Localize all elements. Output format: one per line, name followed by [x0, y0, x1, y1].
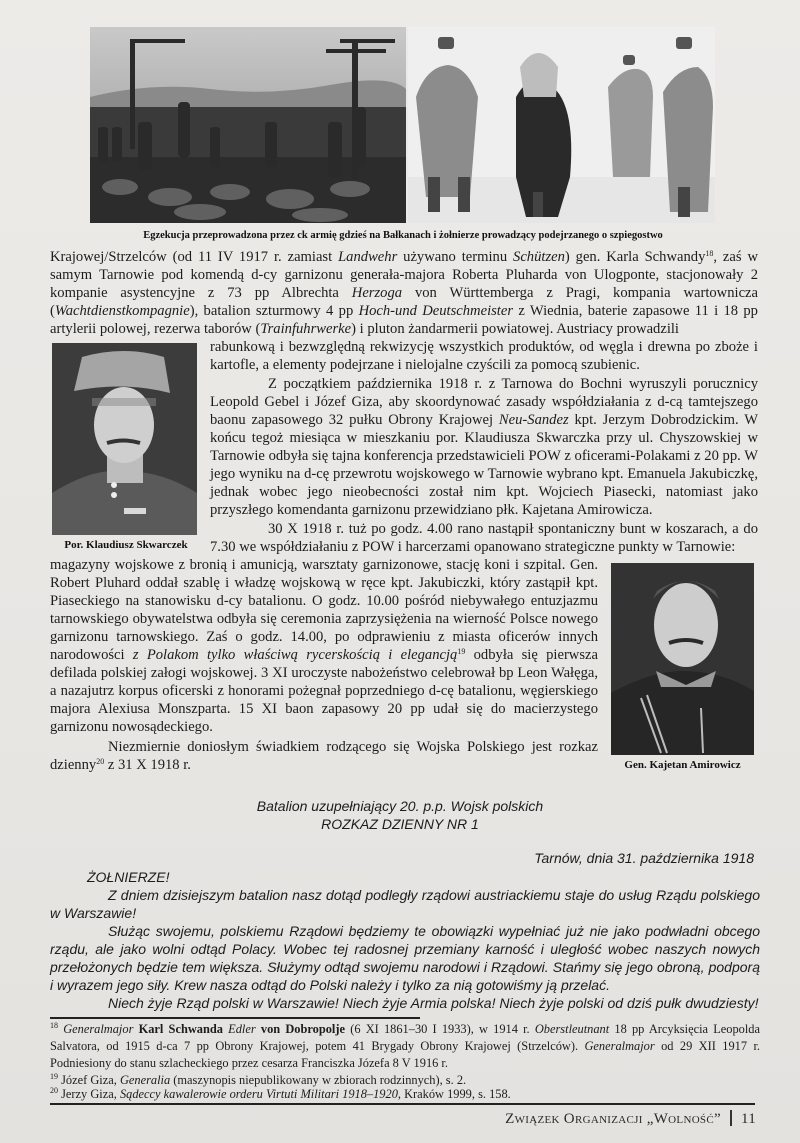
footnote-19: $^{19}$ Józef Giza, Generalia (maszynopis niepublikowany w zbiorach rodzinnych), s. 2. — [50, 1072, 467, 1087]
body-paragraph-1-continued: rabunkową i bezwzględną rekwizycję wszystkich produktów, od węgla i drewna po zboże i kartofle, a elementy podejrzane i nielojalne czyścili za pomocą szubienic. — [210, 339, 758, 373]
order-paragraph-3: Niech żyje Rząd polski w Warszawie! Niech żyje Armia polska! Niech żyje polski od dziś pułk dwudziesty! — [108, 995, 759, 1011]
body-paragraph-3-continued: magazyny wojskowe z bronią i amunicją, warsztaty garnizonowe, stację koni i szpital. Gen. Robert Pluhard oddał szablę i władzę wojskową w ręce kpt. Jakubiczki, który zastąpił kpt. Piaseckiego na stanowisku d-cy batalionu. O godz. 10.00 pośród niebywałego entuzjazmu tarnowskiego obywatelstwa odbyła się ceremonia zaprzysiężenia na wierność Polsce nowego garnizonu tarnowskiego. Zaś o godz. 14.00, po odprawieniu z miasta oficerów innych narodowości z Polakom tylko właściwą rycerskością i elegancją$^{19}$ odbyła się pierwsza defilada polskiej załogi wojskowej. 3 XI uroczyste nabożeństwo celebrował bp Leon Wałęga, a nazajutrz korpus oficerski z honorami pożegnał poprzedniego d-cę batalionu, węgierskiego majora Alexiusa Monszparta. 15 XI baon zapasowy 20 pp udał się do macierzystego garnizonu nowosądeckiego. — [50, 557, 598, 735]
body-paragraph-1: Krajowej/Strzelców (od 11 IV 1917 r. zamiast Landwehr używano terminu Schützen) gen. Karla Schwandy$^{18}$, zaś w samym Tarnowie pod komendą d-cy garnizonu generała-majora Roberta Pluharda von Ulogponte, stacjonowały 2 kompanie asystencyjne z 73 pp Albrechta Herzoga von Württemberga z Pragi, kompania wartownicza (Wachtdienstkompagnie), batalion szturmowy 4 pp Hoch-und Deutschmeister z Wiednia, baterie zapasowe 11 i 18 pp artylerii polowej, rezerwa taborów (Trainfuhrwerke) i pluton żandarmerii powiatowej. Austriacy prowadzili — [50, 249, 758, 337]
order-place-date: Tarnów, dnia 31. października 1918 — [534, 850, 754, 866]
footnote-18: $^{18}$ Generalmajor Karl Schwanda Edler von Dobropolje (6 XI 1861–30 I 1933), w 1914 r. Oberstleutnant 18 pp Arcyksięcia Leopolda Salvatora, od 1915 d-ca 7 pp Obrony Krajowej, potem 41 Brygady Obrony Krajowej (Strzelców). Generalmajor od 29 XII 1917 r. Podniesiony do stanu szlacheckiego przez cesarza Franciszka Józefa 8 V 1916 r. — [50, 1021, 760, 1070]
footer-rule — [50, 1103, 755, 1105]
body-paragraph-4: Niezmiernie doniosłym świadkiem rodzącego się Wojska Polskiego jest rozkaz dzienny$^{20}$ z 31 X 1918 r. — [50, 739, 598, 773]
footnote-ref-19[interactable]: 19 — [457, 647, 466, 656]
order-heading-1: Batalion uzupełniający 20. p.p. Wojsk polskich — [256, 798, 544, 814]
publication-title: Związek Organizacji „Wolność” — [505, 1111, 721, 1127]
order-heading-2: ROZKAZ DZIENNY NR 1 — [321, 816, 479, 832]
order-salutation: ŻOŁNIERZE! — [87, 869, 170, 885]
portrait-klaudiusz-skwarczek — [52, 343, 197, 535]
portrait-left-caption: Por. Klaudiusz Skwarczek — [64, 539, 188, 551]
order-paragraph-2: Służąc swojemu, polskiemu Rządowi będziemy te obowiązki wypełniać już nie jako podwładni obcego rządu, ale jako wolni odtąd Polacy. Wobec tej radosnej przemiany karność i uległość wobec naszych nowych przełożonych będzie tem większa. Służymy odtąd swojemu narodowi i Rządowi. Stańmy się jego obroną, podporą i wyrazem jego siły. Krew nasza odtąd do Polski należy i tylko za nią gotowiśmy ją przelać. — [50, 923, 760, 993]
running-footer — [505, 1110, 756, 1128]
photo-execution-gallows — [90, 27, 406, 223]
page-number: 11 — [740, 1111, 756, 1127]
body-paragraph-3-start: 30 X 1918 r. tuż po godz. 4.00 rano nastąpił spontaniczny bunt w koszarach, a do 7.30 we współdziałaniu z POW i harcerzami opanowano strategiczne punkty w Tarnowie: — [210, 521, 758, 555]
body-paragraph-2: Z początkiem października 1918 r. z Tarnowa do Bochni wyruszyli porucznicy Leopold Gebel i Józef Giza, aby skoordynować zasady współdziałania z d-cą tamtejszego baonu zapasowego 32 pułku Obrony Krajowej Neu-Sandez kpt. Jerzym Dobrodzickim. W końcu tegoż miesiąca w mieszkaniu por. Klaudiusza Skwarczka przy ul. Chyszowskiej w Tarnowie odbyła się tajna konferencja przedstawicieli POW z oficerami-Polakami z 20 pp. W jego wyniku na d-cę przewrotu wojskowego w Tarnowie wybrano kpt. Emanuela Jakubiczkę, jednak wobec jego nieobecności został nim kpt. Wojciech Piasecki, natomiast jako przyszłego komendanta garnizonu przewidziano płk. Kajetana Amirowicza. — [210, 376, 758, 518]
order-body — [50, 886, 760, 1012]
order-paragraph-1: Z dniem dzisiejszym batalion nasz dotąd podległy rządowi austriackiemu staje do usług Rządu polskiego w Warszawie! — [50, 887, 760, 921]
top-figure-caption: Egzekucja przeprowadzona przez ck armię gdzieś na Bałkanach i żołnierze prowadzący podejrzanego o szpiegostwo — [143, 230, 663, 241]
footnote-separator — [50, 1017, 420, 1019]
portrait-right-caption: Gen. Kajetan Amirowicz — [624, 759, 741, 771]
portrait-kajetan-amirowicz — [611, 563, 754, 755]
photo-soldiers-escorting-suspect — [408, 27, 715, 223]
footnote-20: $^{20}$ Jerzy Giza, Sądeccy kawalerowie orderu Virtuti Militari 1918–1920, Kraków 1999, s. 158. — [50, 1086, 511, 1101]
footer-divider — [730, 1110, 732, 1126]
footnote-ref-20[interactable]: 20 — [96, 757, 105, 766]
footnote-ref-18[interactable]: 18 — [705, 249, 714, 258]
